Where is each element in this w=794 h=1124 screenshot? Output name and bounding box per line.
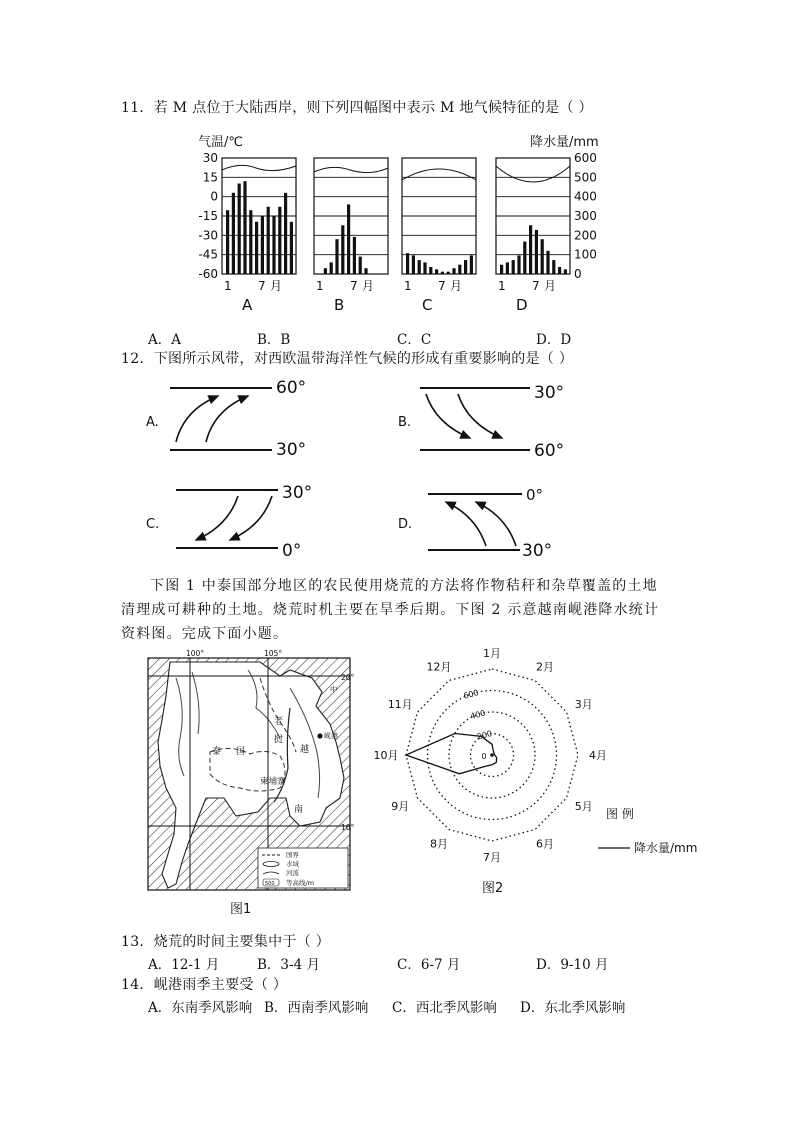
climate-bar xyxy=(412,255,415,274)
legend-border: 国界 xyxy=(286,851,299,859)
legend-500: 500 xyxy=(265,881,275,887)
climate-bar xyxy=(232,193,235,274)
q11-option-b[interactable]: B．B xyxy=(257,332,291,348)
option-b-label[interactable]: B. xyxy=(398,415,412,430)
month-unit: 月 xyxy=(450,279,463,293)
radar-ring-label: 200 xyxy=(476,728,494,742)
climate-bar xyxy=(506,262,509,274)
climate-bar xyxy=(418,260,421,274)
climate-bar xyxy=(347,204,350,274)
option-c-bottom-latitude: 0° xyxy=(282,541,302,561)
climate-bar xyxy=(441,272,444,274)
temperature-ticks xyxy=(198,151,218,281)
climate-bar xyxy=(423,262,426,274)
intro-line-2: 清理成可耕种的土地。烧荒时机主要在旱季后期。下图 2 示意越南岘港降水统计 xyxy=(121,602,660,618)
climate-bar xyxy=(243,181,246,274)
label-nan: 南 xyxy=(294,805,304,815)
danang-point xyxy=(317,733,322,738)
climate-bar xyxy=(564,269,567,274)
month-tick-1: 1 xyxy=(224,279,232,293)
label-cambodia: 柬埔寨 xyxy=(260,777,286,787)
figure-1-caption: 图1 xyxy=(230,902,252,917)
month-tick-1: 1 xyxy=(404,279,412,293)
q13-option-d[interactable]: D．9-10 月 xyxy=(536,957,609,973)
radar-legend-item: 降水量/mm xyxy=(634,841,698,855)
option-d-wind-arrow-2 xyxy=(476,502,516,546)
q13-option-a[interactable]: A．12-1 月 xyxy=(148,957,220,973)
label-lao: 老 xyxy=(274,717,284,727)
precipitation-tick: 300 xyxy=(574,209,597,223)
climate-bar xyxy=(255,222,258,274)
climate-bar xyxy=(523,242,526,274)
option-b-wind-arrow-1 xyxy=(426,394,470,438)
climate-bar xyxy=(435,269,438,274)
legend-river: 河流 xyxy=(286,869,299,877)
climate-bar xyxy=(249,210,252,274)
climate-bar xyxy=(447,272,450,274)
climate-bar xyxy=(335,239,338,274)
climate-bar xyxy=(364,268,367,274)
temperature-tick: -45 xyxy=(198,247,218,262)
panel-label: D xyxy=(516,296,528,314)
month-tick-7: 7 xyxy=(258,279,266,293)
panel-label: B xyxy=(334,296,345,314)
q11-option-d[interactable]: D．D xyxy=(536,332,572,348)
option-c-top-latitude: 30° xyxy=(282,483,313,503)
climate-bar xyxy=(552,260,555,274)
temperature-tick: -30 xyxy=(198,228,218,243)
month-unit: 月 xyxy=(544,279,557,293)
intro-line-1: 下图 1 中泰国部分地区的农民使用烧荒的方法将作物秸秆和杂草覆盖的土地 xyxy=(150,578,658,594)
figure-1-map xyxy=(140,648,360,920)
label-danang: 岘港 xyxy=(324,732,338,740)
climate-panel-c xyxy=(402,158,476,314)
temperature-tick: 15 xyxy=(202,170,218,185)
q14-option-b[interactable]: B．西南季风影响 xyxy=(264,1000,369,1016)
climate-bar xyxy=(541,239,544,274)
precipitation-tick: 400 xyxy=(574,189,597,204)
panel-label: A xyxy=(242,296,253,314)
climate-bar xyxy=(278,207,281,274)
climate-bar xyxy=(284,193,287,274)
radar-ring-label: 0 xyxy=(481,752,487,761)
figure-2-radar xyxy=(368,642,708,902)
q11-climate-charts xyxy=(190,128,610,318)
climate-bar xyxy=(529,225,532,274)
figure-2-caption: 图2 xyxy=(482,881,504,896)
q14-option-c[interactable]: C．西北季风影响 xyxy=(392,1000,497,1016)
radar-month-label: 10月 xyxy=(373,749,399,762)
radar-month-label: 5月 xyxy=(574,800,593,813)
option-a-top-latitude: 60° xyxy=(276,378,307,398)
precipitation-tick: 600 xyxy=(574,151,597,165)
radar-month-label: 6月 xyxy=(536,837,554,851)
option-a-wind-arrow-2 xyxy=(206,396,248,442)
label-yue: 越 xyxy=(300,745,310,755)
option-a-label[interactable]: A. xyxy=(146,415,159,430)
climate-bar xyxy=(330,262,333,274)
climate-bar xyxy=(546,251,549,274)
radar-month-label: 8月 xyxy=(430,837,448,851)
q14-option-d[interactable]: D．东北季风影响 xyxy=(520,1000,626,1016)
radar-month-label: 2月 xyxy=(536,660,554,674)
month-tick-1: 1 xyxy=(498,279,506,293)
radar-ring-label: 400 xyxy=(469,708,487,722)
climate-bar xyxy=(452,268,455,274)
label-zhong: 中 xyxy=(330,685,338,694)
option-d-top-latitude: 0° xyxy=(526,486,544,504)
climate-bar xyxy=(341,225,344,274)
longitude-100: 100° xyxy=(186,649,205,658)
radar-month-label: 4月 xyxy=(589,749,607,762)
longitude-105: 105° xyxy=(264,649,283,658)
climate-bar xyxy=(290,222,293,274)
climate-bar xyxy=(261,216,264,274)
month-unit: 月 xyxy=(362,279,375,293)
temperature-tick: -15 xyxy=(198,209,218,223)
temperature-tick: -60 xyxy=(198,267,218,281)
month-tick-7: 7 xyxy=(350,279,358,293)
radar-month-label: 12月 xyxy=(426,660,452,674)
radar-legend-title: 图 例 xyxy=(606,807,634,821)
temperature-tick: 30 xyxy=(202,151,218,165)
climate-bar xyxy=(535,230,538,274)
precipitation-tick: 500 xyxy=(574,170,597,185)
q14-option-a[interactable]: A．东南季风影响 xyxy=(148,1000,253,1016)
option-d-bottom-latitude: 30° xyxy=(522,541,553,561)
q13-stem: 13．烧荒的时间主要集中于（ ） xyxy=(121,934,331,950)
radar-month-label: 9月 xyxy=(391,800,410,813)
climate-bar xyxy=(512,260,515,274)
legend-contour: 等高线/m xyxy=(286,879,315,887)
option-b-wind-arrow-2 xyxy=(458,394,502,438)
option-b-bottom-latitude: 60° xyxy=(534,441,565,461)
option-d-wind-arrow-1 xyxy=(446,502,486,546)
precipitation-ticks xyxy=(574,151,597,281)
radar-month-label: 7月 xyxy=(483,851,501,864)
label-tai: 泰 xyxy=(212,747,222,757)
q11-stem: 11．若 M 点位于大陆西岸，则下列四幅图中表示 M 地气候特征的是（ ） xyxy=(121,100,593,116)
climate-bar xyxy=(267,207,270,274)
climate-bar xyxy=(238,184,241,274)
climate-bar xyxy=(458,265,461,274)
option-a-wind-arrow-1 xyxy=(176,396,218,442)
climate-bar xyxy=(272,216,275,274)
climate-panel-d xyxy=(496,158,570,314)
precipitation-axis-title: 降水量/mm xyxy=(530,135,599,150)
precipitation-tick: 100 xyxy=(574,247,597,262)
option-c-wind-arrow-1 xyxy=(196,496,238,540)
temperature-axis-title: 气温/℃ xyxy=(198,135,243,150)
q11-option-a[interactable]: A．A xyxy=(148,332,181,348)
radar-center xyxy=(490,753,494,757)
precipitation-tick: 0 xyxy=(574,267,582,281)
q14-stem: 14．岘港雨季主要受（ ） xyxy=(121,977,288,993)
legend-water: 水域 xyxy=(286,860,299,868)
q11-option-c[interactable]: C．C xyxy=(397,332,432,348)
q12-stem: 12．下图所示风带，对西欧温带海洋性气候的形成有重要影响的是（ ） xyxy=(121,351,574,367)
month-tick-7: 7 xyxy=(438,279,446,293)
precipitation-tick: 200 xyxy=(574,228,597,243)
option-b-top-latitude: 30° xyxy=(534,383,565,403)
climate-bar xyxy=(517,255,520,274)
radar-ring-label: 600 xyxy=(462,688,480,701)
panel-label: C xyxy=(422,296,433,314)
radar-month-label: 3月 xyxy=(574,698,593,711)
climate-bar xyxy=(464,260,467,274)
option-d-label[interactable]: D. xyxy=(398,517,413,532)
climate-bar xyxy=(500,265,503,274)
radar-month-label: 1月 xyxy=(483,647,501,660)
latitude-10: 10° xyxy=(341,823,355,832)
label-guo: 国 xyxy=(236,747,246,757)
climate-panel-b xyxy=(314,158,388,314)
radar-month-label: 11月 xyxy=(387,698,413,711)
climate-bar xyxy=(324,268,327,274)
climate-bar xyxy=(429,267,432,274)
climate-bar xyxy=(558,267,561,274)
climate-bar xyxy=(359,257,362,274)
climate-bar xyxy=(406,253,409,274)
latitude-20: 20° xyxy=(341,673,355,682)
month-tick-7: 7 xyxy=(532,279,540,293)
radar-ring-labels xyxy=(463,688,494,761)
temperature-tick: 0 xyxy=(210,189,218,204)
month-tick-1: 1 xyxy=(316,279,324,293)
label-wo: 挝 xyxy=(274,735,284,745)
climate-bar xyxy=(470,255,473,274)
climate-bar xyxy=(353,237,356,274)
option-a-bottom-latitude: 30° xyxy=(276,440,307,460)
option-c-label[interactable]: C. xyxy=(146,517,160,532)
q12-wind-belts xyxy=(140,370,590,570)
intro-line-3: 资料图。完成下面小题。 xyxy=(121,626,289,642)
climate-panels xyxy=(222,158,570,314)
q13-option-c[interactable]: C．6-7 月 xyxy=(397,957,461,973)
q13-option-b[interactable]: B．3-4 月 xyxy=(257,957,320,973)
month-unit: 月 xyxy=(270,279,283,293)
climate-bar xyxy=(226,210,229,274)
climate-panel-a xyxy=(222,158,296,314)
